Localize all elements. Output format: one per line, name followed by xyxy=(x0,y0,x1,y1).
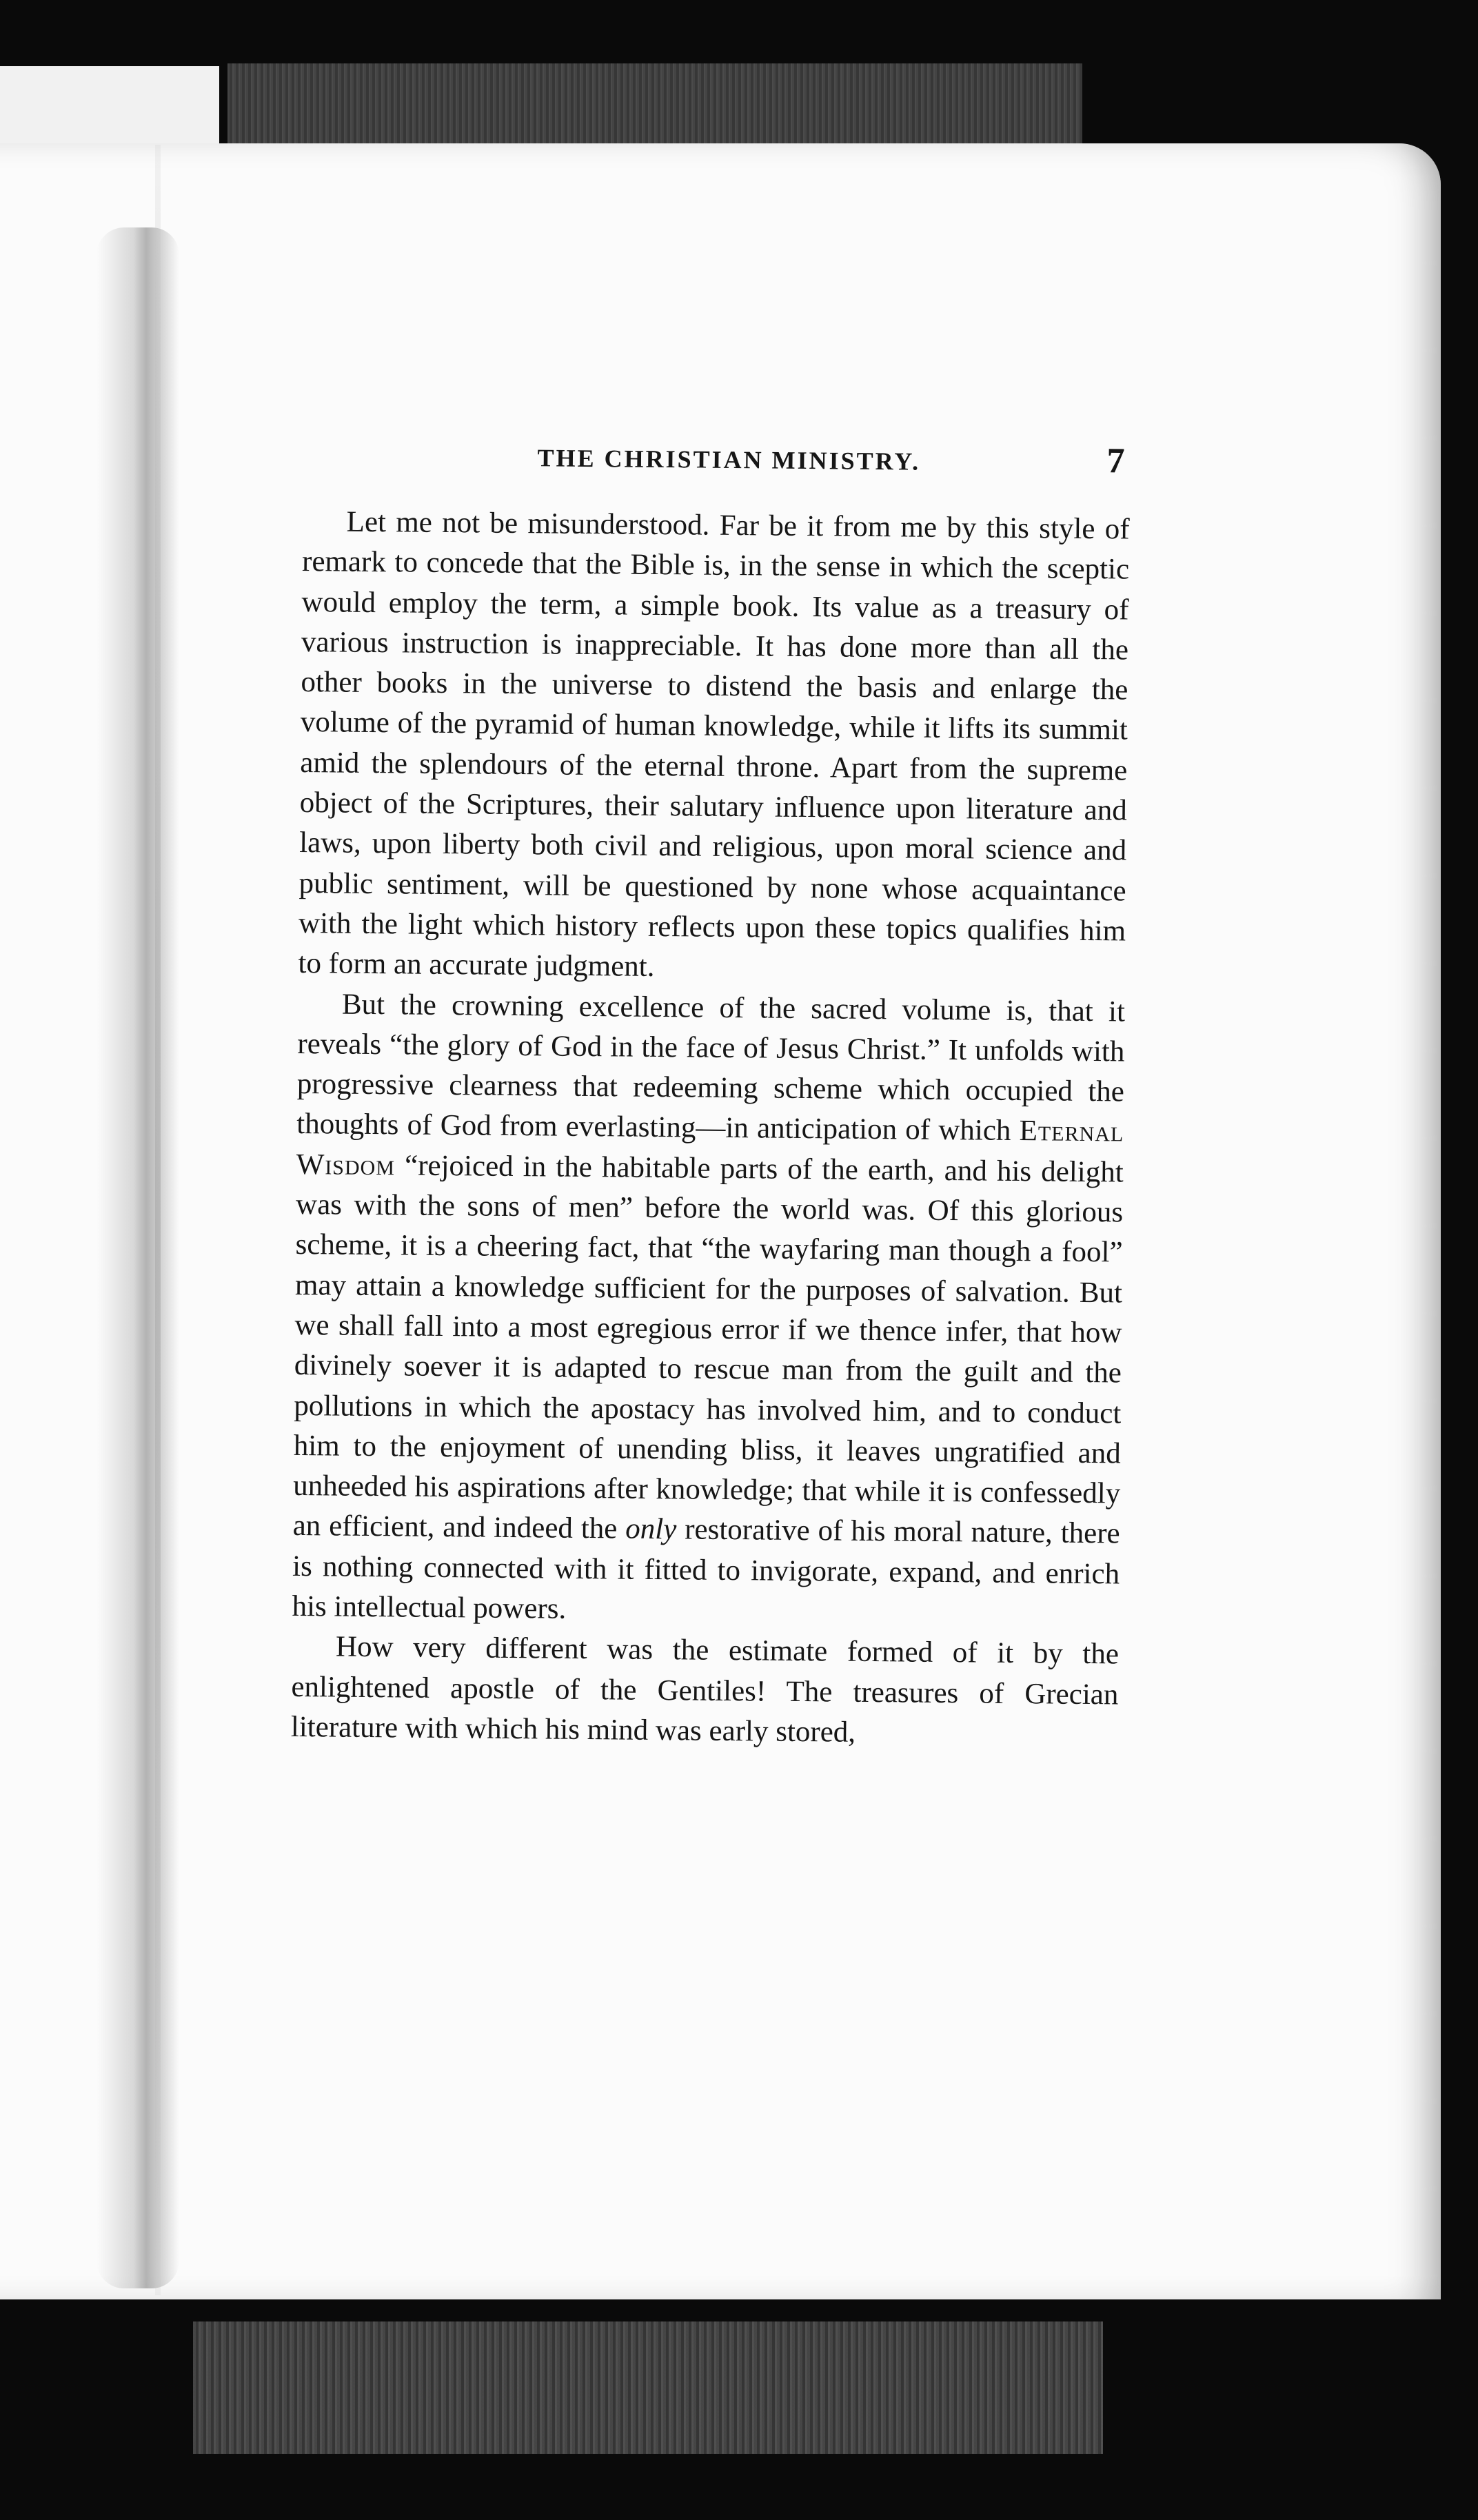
scan-margin-strip-bottom xyxy=(193,2321,1103,2454)
paragraph-2 xyxy=(292,984,1125,1635)
paragraph-2-text-c: restorative of his moral nature, there is nothing connected with it fitted to invigorate, expand, and enrich his intellectual powers. xyxy=(292,1513,1120,1625)
paragraph-3 xyxy=(291,1627,1120,1755)
page-number: 7 xyxy=(1106,441,1125,481)
page-fold-line xyxy=(155,145,161,2295)
paragraph-1-text: Let me not be misunderstood. Far be it from me by this style of remark to concede that the Bible is, in the sense in which the sceptic would employ the term, a simple book. Its value as a treasury of various instruction is inappreciable. It has done more than all the other books in the universe to distend the basis and enlarge the volume of the pyramid of human knowledge, while it lifts its summit amid the splendours of the eternal throne. Apart from the supreme object of the Scriptures, their salutary influence upon literature and laws, upon liberty both civil and religious, upon moral science and public sentiment, will be questioned by none whose acquaintance with the light which history reflects upon these topics qualifies him to form an accurate judgment. xyxy=(298,505,1130,984)
paragraph-2-smallcaps: Eternal Wisdom xyxy=(296,1115,1124,1182)
paragraph-2-text-b: “rejoiced in the habitable parts of the earth, and his delight was with the sons of men” before the world was. Of this glorious scheme, it is a cheering fact, that “the wayfaring man though a fool” may attain a knowledge sufficient for the purposes of salvation. But we shall fall into a most egregious error if we thence infer, that how divinely soever it is adapted to rescue man from the guilt and the pollutions in which the apostacy has involved him, and to conduct him to the enjoyment of unending bliss, it leaves ungratified and unheeded his aspirations after knowledge; that while it is confessedly an efficient, and indeed the xyxy=(292,1149,1124,1545)
paragraph-2-text-a: But the crowning excellence of the sacred volume is, that it reveals “the glory of God in the face of Jesus Christ.” It unfolds with progressive clearness that redeeming scheme which occupied the thoughts of God from everlasting—in anticipation of which xyxy=(296,988,1126,1148)
adjacent-page-edge xyxy=(0,66,219,143)
running-title: THE CHRISTIAN MINISTRY. xyxy=(537,444,921,476)
paragraph-1 xyxy=(298,502,1130,992)
page-text-block xyxy=(291,427,1131,1756)
running-head xyxy=(303,427,1131,491)
page-gutter-shadow xyxy=(97,227,179,2288)
paragraph-2-emphasis: only xyxy=(625,1512,677,1546)
paragraph-3-text: How very different was the estimate formed of it by the enlightened apostle of the Gentiles! The treasures of Grecian literature with which his mind was early stored, xyxy=(290,1630,1120,1749)
